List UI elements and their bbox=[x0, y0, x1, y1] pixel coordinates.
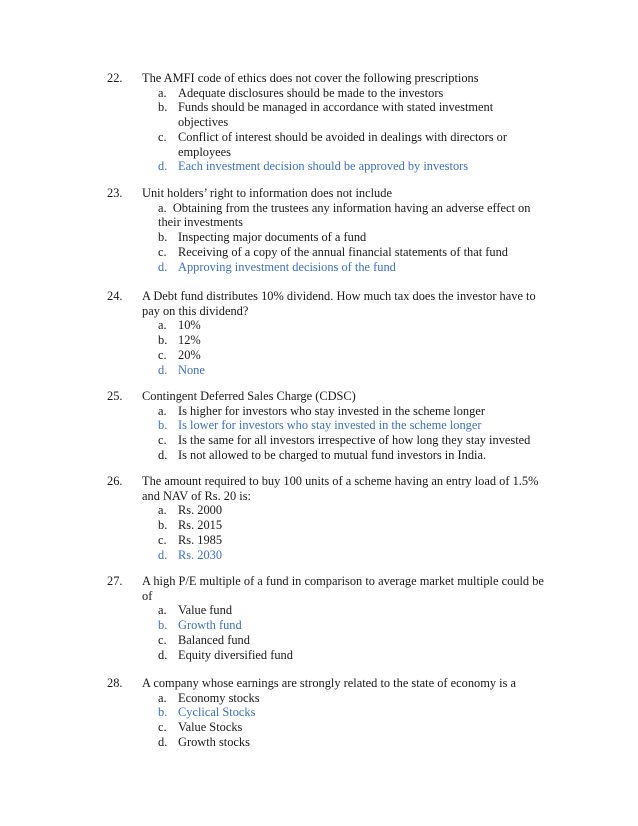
question-number: 27. bbox=[107, 574, 123, 588]
option-c: c. 20% bbox=[158, 347, 201, 362]
option-d-correct: d. None bbox=[158, 362, 205, 377]
options-list bbox=[158, 603, 553, 662]
option-d-correct: d. Rs. 2030 bbox=[158, 547, 223, 562]
question-text: Contingent Deferred Sales Charge (CDSC) bbox=[142, 389, 356, 403]
option-a: a. Rs. 2000 bbox=[158, 503, 223, 518]
question-number: 24. bbox=[107, 289, 123, 303]
question-number: 28. bbox=[107, 676, 123, 690]
option-d: d. Is not allowed to be charged to mutual fund investors in India. bbox=[158, 447, 487, 462]
option-b-correct: b. Is lower for investors who stay invested in the scheme longer bbox=[158, 418, 482, 433]
option-b: b. Rs. 2015 bbox=[158, 518, 223, 533]
option-b: b. Funds should be managed in accordance with stated investment objectives bbox=[158, 100, 494, 130]
option-a: a. Is higher for investors who stay invested in the scheme longer bbox=[158, 403, 485, 418]
option-c: c. Conflict of interest should be avoided in dealings with directors or employees bbox=[158, 129, 507, 159]
options-list bbox=[158, 503, 553, 562]
option-b-correct: b. Cyclical Stocks bbox=[158, 705, 256, 720]
option-a: a. Value fund bbox=[158, 603, 233, 618]
option-c: c. Rs. 1985 bbox=[158, 532, 223, 547]
option-d: d. Equity diversified fund bbox=[158, 647, 293, 662]
option-c: c. Value Stocks bbox=[158, 720, 243, 735]
option-b: b. Inspecting major documents of a fund bbox=[158, 230, 367, 245]
option-d-correct: d. Each investment decision should be approved by investors bbox=[158, 159, 469, 174]
option-c: c. Balanced fund bbox=[158, 632, 250, 647]
option-b-correct: b. Growth fund bbox=[158, 618, 242, 633]
option-a: a. Economy stocks bbox=[158, 690, 260, 705]
option-a: a. Obtaining from the trustees any information having an adverse effect on their investments bbox=[158, 200, 531, 230]
option-c: c. Is the same for all investors irrespective of how long they stay invested bbox=[158, 433, 531, 448]
options-list bbox=[158, 318, 553, 377]
question-text: The amount required to buy 100 units of a scheme having an entry load of 1.5% and NAV of Rs. 20 is: bbox=[142, 474, 539, 503]
question-text: A company whose earnings are strongly related to the state of economy is a bbox=[142, 676, 517, 690]
option-d-correct: d. Approving investment decisions of the fund bbox=[158, 259, 396, 274]
option-d: d. Growth stocks bbox=[158, 734, 250, 749]
question-text: Unit holders’ right to information does not include bbox=[142, 186, 392, 200]
option-a: a. 10% bbox=[158, 318, 201, 333]
options-list bbox=[158, 404, 558, 463]
question-number: 22. bbox=[107, 71, 123, 85]
question-text: A Debt fund distributes 10% dividend. How much tax does the investor have to pay on this dividend? bbox=[142, 289, 536, 318]
question-number: 26. bbox=[107, 474, 123, 488]
question-text: A high P/E multiple of a fund in comparison to average market multiple could be of bbox=[142, 574, 544, 603]
options-list bbox=[158, 691, 553, 750]
question-number: 23. bbox=[107, 186, 123, 200]
options-list bbox=[158, 201, 548, 275]
question-number: 25. bbox=[107, 389, 123, 403]
option-c: c. Receiving of a copy of the annual financial statements of that fund bbox=[158, 244, 508, 259]
option-b: b. 12% bbox=[158, 333, 201, 348]
question-text: The AMFI code of ethics does not cover the following prescriptions bbox=[142, 71, 479, 85]
option-a: a. Adequate disclosures should be made to the investors bbox=[158, 85, 444, 100]
options-list bbox=[158, 86, 553, 174]
